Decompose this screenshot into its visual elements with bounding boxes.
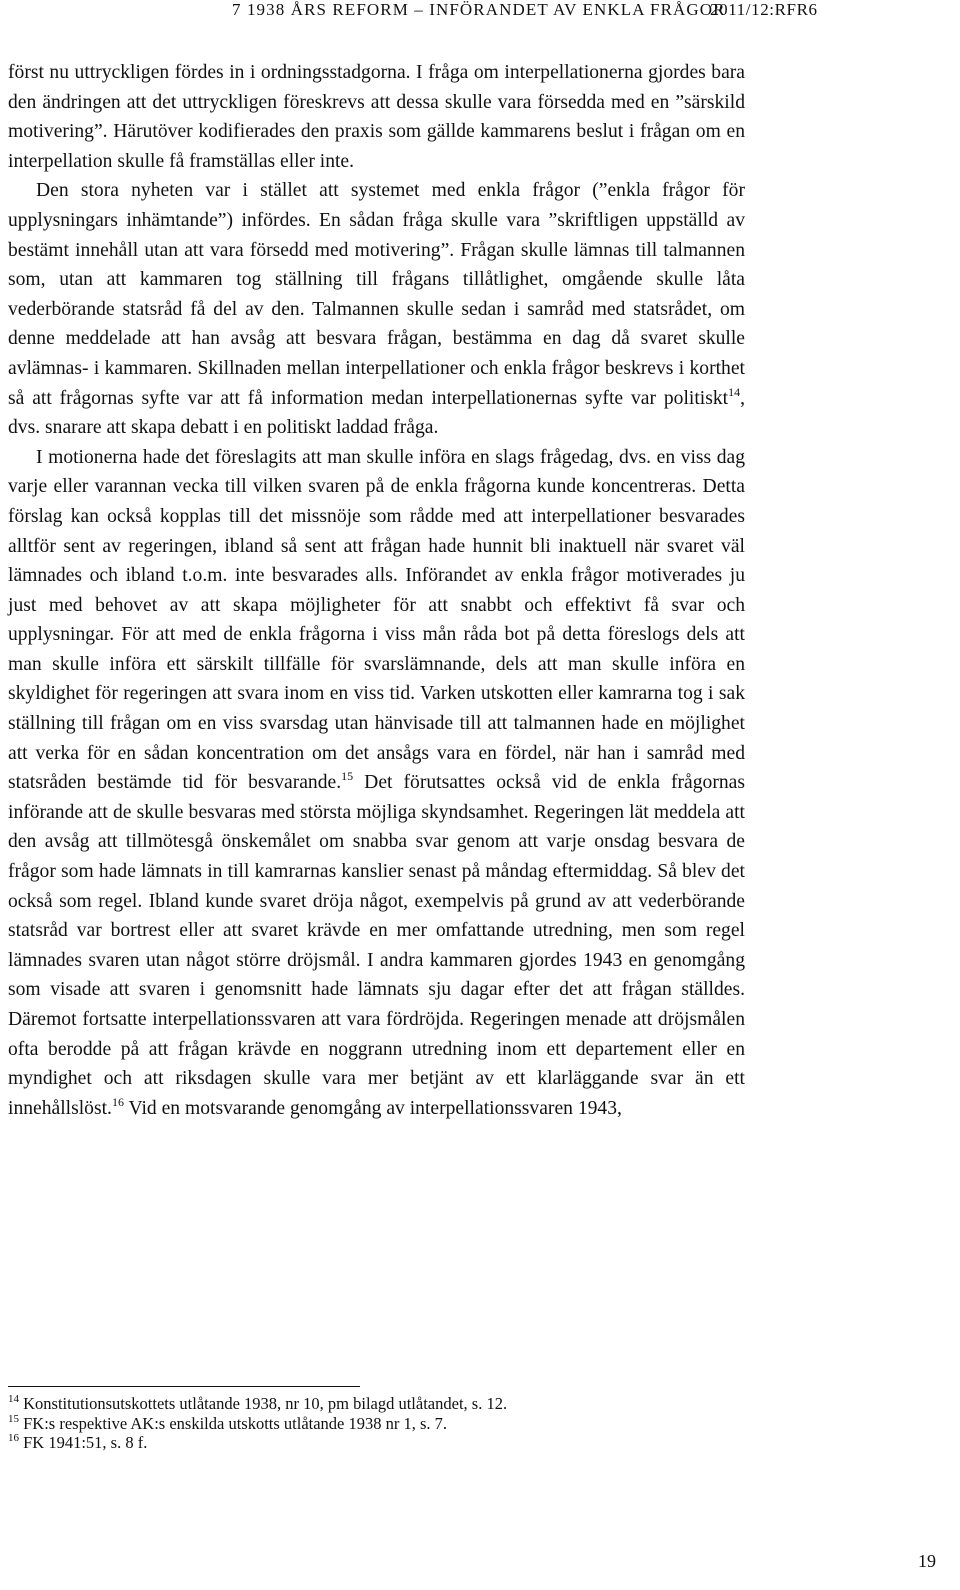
paragraph-1-text: först nu uttryckligen fördes in i ordningsstadgorna. I fråga om interpellationerna gjordes bara den ändringen att det uttryckligen föreskrevs att dessa skulle vara försedda med en ”särskild motivering”. Härutöver kodifierades den praxis som gällde kammarens beslut i frågan om en interpellation skulle få framställas eller inte.: [8, 62, 745, 172]
footnote-number: 15: [8, 1412, 19, 1425]
paragraph-2-text-b: , dvs. snarare att skapa debatt i en politiskt laddad fråga.: [8, 387, 745, 439]
footnote-number: 14: [8, 1393, 19, 1405]
footnote-16: [8, 1433, 745, 1453]
footnote-ref-14[interactable]: 14: [728, 384, 741, 399]
paragraph-3-text-b: Det förutsattes också vid de enkla frågornas införande att de skulle besvaras med största möjliga skyndsamhet. Regeringen lät meddela att den avsåg att tillmötesgå önskemålet om snabba svar genom att varje onsdag besvara de frågor som hade lämnats in till kamrarnas kanslier senast på måndag eftermiddag. Så blev det också som regel. Ibland kunde svaret dröja något, exempelvis på grund av att vederbörande statsråd var bortrest eller att svaret krävde en mer omfattande utredning, men som regel lämnades svaren utan något större dröjsmål. I andra kammaren gjordes 1943 en genomgång som visade att svaren i genomsnitt hade lämnats sju dagar efter det att frågan ställdes. Däremot fortsatte interpellationssvaren att vara fördröjda. Regeringen menade att dröjsmålen ofta berodde på att frågan krävde en noggrann utredning inom ett departement eller en myndighet och att riksdagen skulle vara mer betjänt av ett klarläggande svar än ett innehållslöst.: [8, 772, 745, 1119]
paragraph-3: [8, 443, 745, 1124]
header-section-title: 7 1938 ÅRS REFORM – INFÖRANDET AV ENKLA FRÅGOR: [232, 0, 726, 19]
paragraph-3-text-a: I motionerna hade det föreslagits att man skulle införa en slags frågedag, dvs. en viss dag varje eller varannan vecka till vilken svaren på de enkla frågorna kunde koncentreras. Detta förslag kan också kopplas till det missnöje som rådde med att interpellationer besvarades alltför sent av regeringen, ibland så sent att frågan hade hunnit bli inaktuell när svaret väl lämnades och ibland t.o.m. inte besvarades alls. Införandet av enkla frågor motiverades ju just med behovet av att skapa möjligheter för att snabbt och effektivt få svar och upplysningar. För att med de enkla frågorna i viss mån råda bot på detta föreslogs dels att man skulle införa ett särskilt tillfälle för svarslämnande, dels att man skulle införa en skyldighet för regeringen att svara inom en viss tid. Varken utskotten eller kamrarna tog i sak ställning till frågan om en viss svarsdag utan hänvisade till att talmannen hade en möjlighet att verka för en sådan koncentration om det ansågs vara en fördel, när han i samråd med statsråden bestämde tid för besvarande.: [8, 446, 745, 794]
body-text: [8, 58, 745, 1123]
paragraph-2-text-a: Den stora nyheten var i stället att systemet med enkla frågor (”enkla frågor för upplysningars inhämtande”) infördes. En sådan fråga skulle vara ”skriftligen uppställd av bestämt innehåll utan att vara försedd med motivering”. Frågan skulle lämnas till talmannen som, utan att kammaren tog ställning till frågans tillåtlighet, omgående skulle låta vederbörande statsråd få del av den. Talmannen skulle sedan i samråd med statsrådet, om denne meddelade att han avsåg att besvara frågan, bestämma en dag då svaret skulle avlämnas- i kammaren. Skillnaden mellan interpellationer och enkla frågor beskrevs i korthet så att frågornas syfte var att få information medan interpellationernas syfte var politiskt: [8, 180, 745, 409]
footnote-ref-16[interactable]: 16: [111, 1094, 124, 1109]
footnote-text: FK:s respektive AK:s enskilda utskotts utlåtande 1938 nr 1, s. 7.: [23, 1413, 448, 1433]
header-document-reference: 2011/12:RFR6: [710, 0, 818, 19]
footnote-text: FK 1941:51, s. 8 f.: [23, 1433, 148, 1452]
footnote-number: 16: [8, 1432, 19, 1444]
footnote-ref-15[interactable]: 15: [341, 769, 354, 784]
footnote-text: Konstitutionsutskottets utlåtande 1938, nr 10, pm bilagd utlåtandet, s. 12.: [23, 1394, 508, 1413]
footnote-15: [8, 1414, 745, 1434]
footnotes: [8, 1394, 745, 1453]
paragraph-2: [8, 176, 745, 442]
paragraph-1: [8, 58, 745, 176]
running-header: [232, 0, 952, 22]
paragraph-3-text-c: Vid en motsvarande genomgång av interpellationssvaren 1943,: [123, 1097, 622, 1119]
footnote-14: [8, 1394, 745, 1414]
page-number: 19: [918, 1551, 936, 1571]
footnote-separator: [8, 1386, 360, 1387]
